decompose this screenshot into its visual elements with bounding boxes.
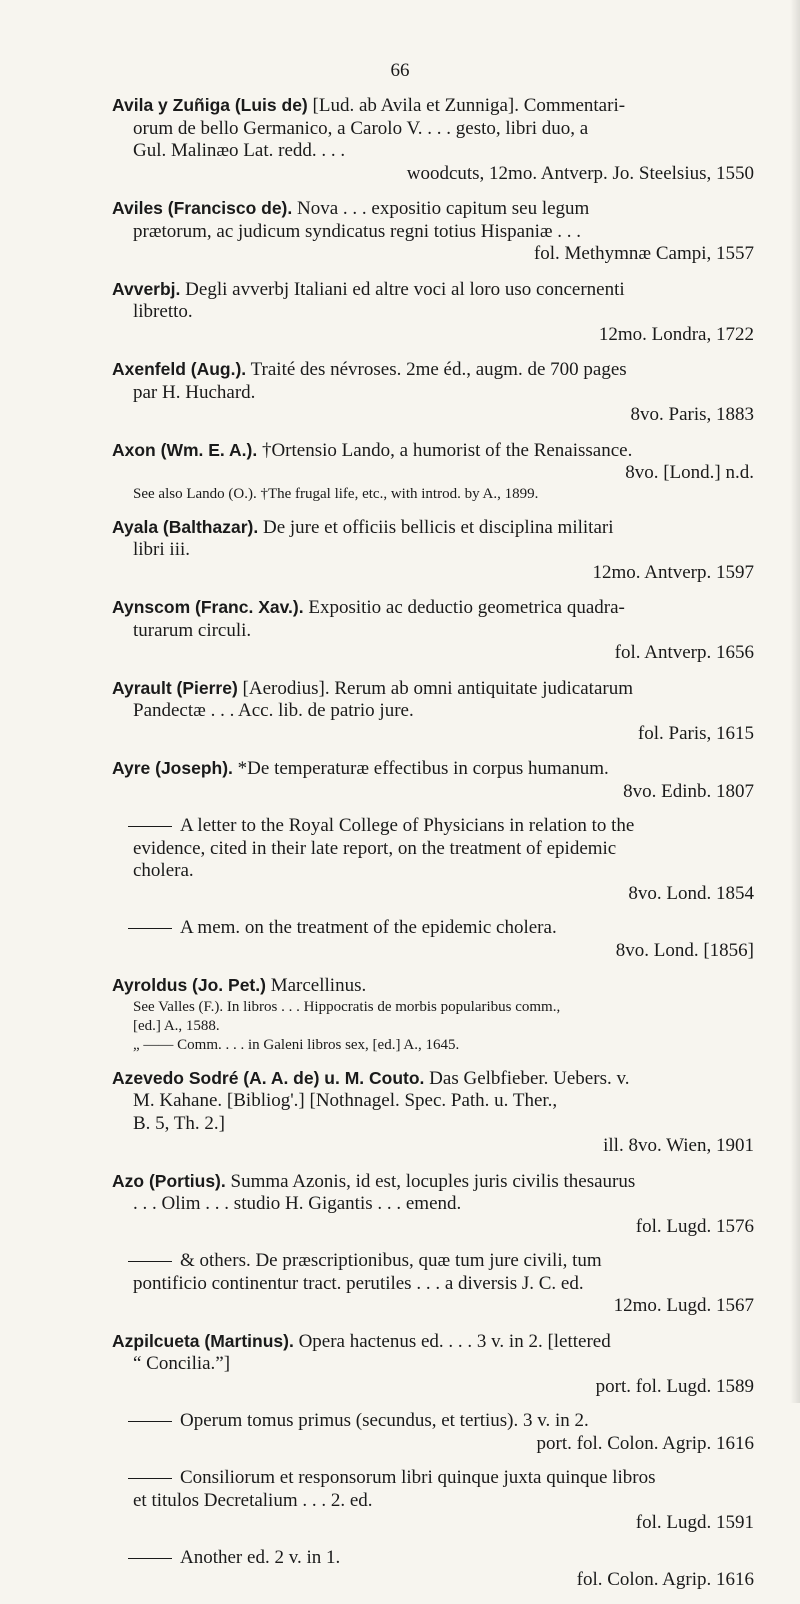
- entry-imprint: 12mo. Lugd. 1567: [613, 1295, 754, 1316]
- entry-text: Expositio ac deductio geometrica quadra-: [308, 597, 625, 618]
- entry-continuation: B. 5, Th. 2.]: [133, 1112, 226, 1134]
- entry-first-line: [112, 815, 754, 838]
- entry-heading: Axon (Wm. E. A.).: [112, 439, 258, 460]
- entry-first-line: [112, 596, 754, 620]
- entry-text: Traité des névroses. 2me éd., augm. de 700 pages: [250, 359, 627, 380]
- entry-continuation: Pandectæ . . . Acc. lib. de patrio jure.: [133, 700, 414, 721]
- entry-heading: Azo (Portius).: [112, 1170, 226, 1191]
- entry-imprint: port. fol. Colon. Agrip. 1616: [536, 1432, 754, 1454]
- entry-continuation: pontificio continentur tract. perutiles . . . a diversis J. C. ed.: [133, 1272, 584, 1294]
- entry-heading: Aynscom (Franc. Xav.).: [112, 597, 304, 617]
- catalogue-entries: [112, 94, 754, 1604]
- entry-first-line: [112, 278, 754, 302]
- entry-heading: Azpilcueta (Martinus).: [112, 1330, 294, 1351]
- entry-continuation: par H. Huchard.: [133, 381, 256, 403]
- entry-continuation: . . . Olim . . . studio H. Gigantis . . . emend.: [133, 1193, 462, 1214]
- entry-text: Das Gelbfieber. Uebers. v.: [429, 1067, 630, 1089]
- entry-text: *De temperaturæ effectibus in corpus humanum.: [237, 758, 609, 779]
- entry-continuation: libri iii.: [133, 539, 190, 560]
- entry-imprint: fol. Antverp. 1656: [614, 642, 754, 663]
- entry-text: Degli avverbj Italiani ed altre voci al loro uso concernenti: [185, 278, 625, 300]
- entry-continuation: evidence, cited in their late report, on the treatment of epidemic: [133, 837, 617, 859]
- entry-first-line: [112, 1067, 754, 1091]
- ditto-dash: [128, 1478, 172, 1479]
- entry-text: & others. De præscriptionibus, quæ tum jure civili, tum: [180, 1250, 602, 1271]
- entry-imprint: fol. Colon. Agrip. 1616: [576, 1569, 754, 1590]
- entry-imprint: fol. Paris, 1615: [637, 722, 754, 744]
- entry-first-line: [112, 1547, 754, 1570]
- entry-note: See Valles (F.). In libros . . . Hippocratis de morbis popularibus comm.,: [133, 998, 561, 1015]
- entry-first-line: [112, 94, 754, 118]
- catalogue-entry: [112, 516, 754, 585]
- catalogue-entry: [112, 1547, 754, 1592]
- entry-imprint: 8vo. Lond. [1856]: [615, 939, 754, 961]
- entry-heading: Aviles (Francisco de).: [112, 198, 293, 218]
- catalogue-entry: [112, 917, 754, 962]
- catalogue-entry: [112, 278, 754, 347]
- entry-first-line: [112, 757, 754, 781]
- entry-text: Nova . . . expositio capitum seu legum: [297, 198, 590, 219]
- entry-first-line: [112, 1467, 754, 1490]
- entry-text: Operum tomus primus (secundus, et tertius). 3 v. in 2.: [180, 1410, 589, 1431]
- entry-imprint: 8vo. Edinb. 1807: [623, 780, 754, 802]
- entry-continuation: libretto.: [133, 301, 193, 322]
- entry-imprint: fol. Methymnæ Campi, 1557: [533, 243, 754, 264]
- entry-heading: Ayala (Balthazar).: [112, 516, 259, 537]
- entry-first-line: [112, 917, 754, 940]
- entry-continuation: Gul. Malinæo Lat. redd. . . .: [133, 140, 346, 161]
- entry-imprint: 12mo. Antverp. 1597: [592, 561, 754, 583]
- entry-first-line: [112, 974, 754, 998]
- entry-continuation: prætorum, ac judicum syndicatus regni totius Hispaniæ . . .: [133, 220, 582, 242]
- entry-text: A mem. on the treatment of the epidemic cholera.: [180, 917, 557, 938]
- entry-first-line: [112, 1410, 754, 1433]
- ditto-dash: [128, 826, 172, 827]
- entry-text: A letter to the Royal College of Physicians in relation to the: [180, 815, 635, 836]
- entry-heading: Axenfeld (Aug.).: [112, 359, 247, 379]
- catalogue-entry: [112, 1067, 754, 1158]
- entry-imprint: port. fol. Lugd. 1589: [595, 1375, 754, 1397]
- entry-heading: Azevedo Sodré (A. A. de) u. M. Couto.: [112, 1067, 425, 1088]
- entry-first-line: [112, 197, 754, 221]
- entry-text: [Aerodius]. Rerum ab omni antiquitate judicatarum: [242, 677, 633, 699]
- entry-imprint: fol. Lugd. 1576: [635, 1215, 754, 1237]
- ditto-dash: [128, 1261, 172, 1262]
- entry-note: „ —— Comm. . . . in Galeni libros sex, [ed.] A., 1645.: [133, 1036, 460, 1053]
- entry-imprint: 8vo. [Lond.] n.d.: [625, 462, 754, 483]
- entry-continuation: orum de bello Germanico, a Carolo V. . . . gesto, libri duo, a: [133, 117, 589, 139]
- catalogue-entry: [112, 1250, 754, 1318]
- entry-imprint: 8vo. Lond. 1854: [628, 882, 754, 904]
- catalogue-entry: [112, 358, 754, 427]
- catalogue-entry: [112, 1170, 754, 1239]
- entry-imprint: fol. Lugd. 1591: [635, 1512, 754, 1533]
- entry-text: Marcellinus.: [270, 975, 367, 996]
- entry-first-line: [112, 677, 754, 701]
- catalogue-entry: [112, 974, 754, 1055]
- entry-text: De jure et officiis bellicis et disciplina militari: [262, 516, 614, 538]
- catalogue-entry: [112, 815, 754, 905]
- catalogue-entry: [112, 677, 754, 746]
- entry-text: Another ed. 2 v. in 1.: [180, 1546, 341, 1568]
- entry-continuation: turarum circuli.: [133, 619, 252, 641]
- catalogue-entry: [112, 1467, 754, 1535]
- entry-text: Opera hactenus ed. . . . 3 v. in 2. [lettered: [298, 1330, 611, 1352]
- entry-text: Consiliorum et responsorum libri quinque juxta quinque libros: [180, 1467, 656, 1488]
- catalogue-entry: [112, 1410, 754, 1455]
- entry-continuation: “ Concilia.”]: [133, 1353, 231, 1374]
- catalogue-entry: [112, 197, 754, 266]
- catalogue-entry: [112, 94, 754, 185]
- entry-imprint: ill. 8vo. Wien, 1901: [603, 1135, 754, 1156]
- entry-text: Summa Azonis, id est, locuples juris civilis thesaurus: [230, 1170, 636, 1192]
- entry-first-line: [112, 439, 754, 463]
- entry-first-line: [112, 358, 754, 382]
- entry-continuation: et titulos Decretalium . . . 2. ed.: [133, 1489, 373, 1511]
- ditto-dash: [128, 1558, 172, 1559]
- entry-continuation: cholera.: [133, 860, 194, 881]
- entry-note: [ed.] A., 1588.: [133, 1017, 220, 1034]
- entry-heading: Avila y Zuñiga (Luis de): [112, 95, 308, 115]
- catalogue-entry: [112, 596, 754, 665]
- entry-imprint: 8vo. Paris, 1883: [630, 404, 754, 425]
- entry-imprint: woodcuts, 12mo. Antverp. Jo. Steelsius, 1550: [406, 162, 754, 184]
- page-edge-shadow: [790, 0, 800, 1403]
- entry-continuation: M. Kahane. [Bibliog'.] [Nothnagel. Spec. Path. u. Ther.,: [133, 1090, 558, 1111]
- ditto-dash: [128, 928, 172, 929]
- entry-heading: Ayrault (Pierre): [112, 677, 238, 698]
- entry-first-line: [112, 1250, 754, 1273]
- entry-heading: Ayre (Joseph).: [112, 758, 233, 778]
- catalogue-entry: [112, 439, 754, 504]
- catalogue-entry: [112, 757, 754, 803]
- catalogue-entry: [112, 1330, 754, 1399]
- entry-first-line: [112, 516, 754, 540]
- page-number: 66: [390, 60, 410, 81]
- entry-imprint: 12mo. Londra, 1722: [598, 323, 754, 345]
- entry-heading: Ayroldus (Jo. Pet.): [112, 975, 266, 995]
- ditto-dash: [128, 1421, 172, 1422]
- entry-note: See also Lando (O.). †The frugal life, etc., with introd. by A., 1899.: [133, 485, 539, 502]
- entry-text: [Lud. ab Avila et Zunniga]. Commentari-: [312, 95, 626, 116]
- entry-text: †Ortensio Lando, a humorist of the Renaissance.: [261, 439, 633, 461]
- entry-first-line: [112, 1170, 754, 1194]
- entry-heading: Avverbj.: [112, 278, 181, 299]
- entry-first-line: [112, 1330, 754, 1354]
